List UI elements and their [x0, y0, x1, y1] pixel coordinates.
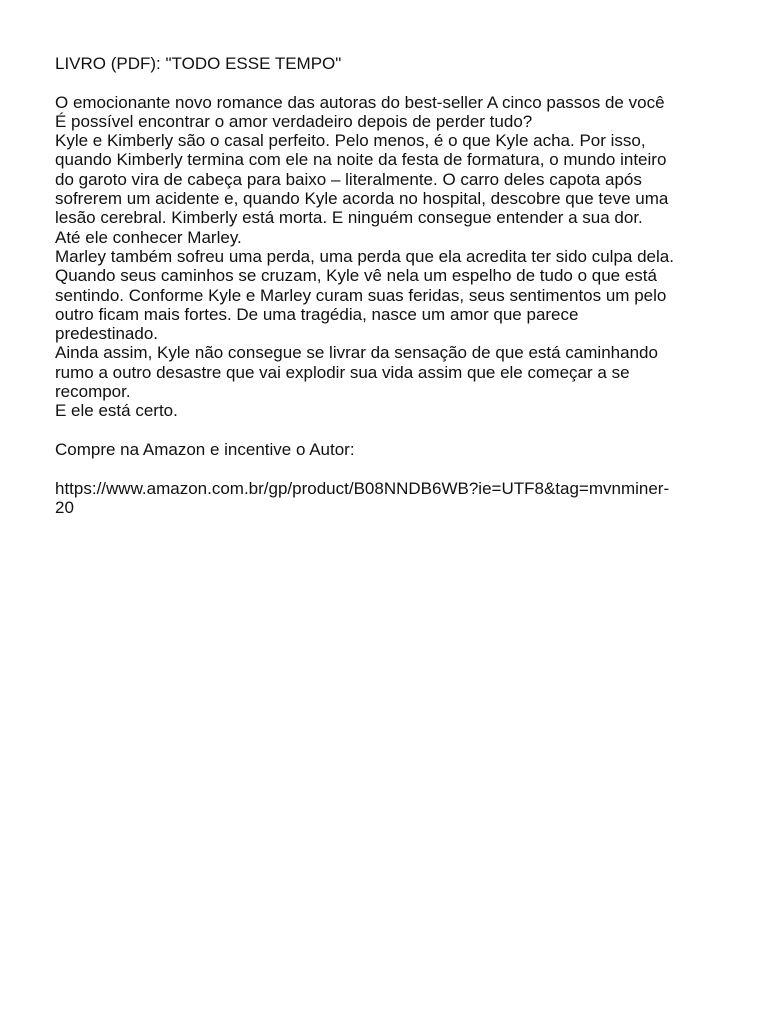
body-line: rumo a outro desastre que vai explodir sua vida assim que ele começar a se	[55, 362, 630, 382]
body-line: recompor.	[55, 382, 131, 402]
body-line: Kyle e Kimberly são o casal perfeito. Pelo menos, é o que Kyle acha. Por isso,	[55, 131, 646, 151]
body-line: E ele está certo.	[55, 401, 178, 421]
document-body	[55, 54, 735, 517]
body-line: Ainda assim, Kyle não consegue se livrar da sensação de que está caminhando	[55, 343, 658, 363]
body-line: do garoto vira de cabeça para baixo – literalmente. O carro deles capota após	[55, 169, 642, 189]
body-line: sentindo. Conforme Kyle e Marley curam suas feridas, seus sentimentos um pelo	[55, 285, 667, 305]
body-line: outro ficam mais fortes. De uma tragédia, nasce um amor que parece	[55, 304, 579, 324]
document-title: LIVRO (PDF): "TODO ESSE TEMPO"	[55, 54, 342, 73]
body-line: lesão cerebral. Kimberly está morta. E ninguém consegue entender a sua dor.	[55, 208, 643, 228]
call-to-action: Compre na Amazon e incentive o Autor:	[55, 439, 355, 459]
body-line: Marley também sofreu uma perda, uma perda que ela acredita ter sido culpa dela.	[55, 246, 674, 266]
amazon-link-line-2[interactable]: 20	[55, 497, 74, 517]
body-line: sofrerem um acidente e, quando Kyle acorda no hospital, descobre que teve uma	[55, 189, 669, 209]
spacer	[55, 459, 735, 478]
body-line: O emocionante novo romance das autoras do best-seller A cinco passos de você	[55, 92, 665, 112]
spacer	[55, 73, 735, 92]
body-line: Quando seus caminhos se cruzam, Kyle vê nela um espelho de tudo o que está	[55, 266, 657, 286]
amazon-link-line-1[interactable]: https://www.amazon.com.br/gp/product/B08NNDB6WB?ie=UTF8&tag=mvnminer-	[55, 478, 670, 498]
body-line: Até ele conhecer Marley.	[55, 227, 242, 247]
spacer	[55, 421, 735, 440]
body-line: predestinado.	[55, 324, 159, 344]
body-line: quando Kimberly termina com ele na noite da festa de formatura, o mundo inteiro	[55, 150, 667, 170]
body-line: É possível encontrar o amor verdadeiro depois de perder tudo?	[55, 111, 533, 131]
